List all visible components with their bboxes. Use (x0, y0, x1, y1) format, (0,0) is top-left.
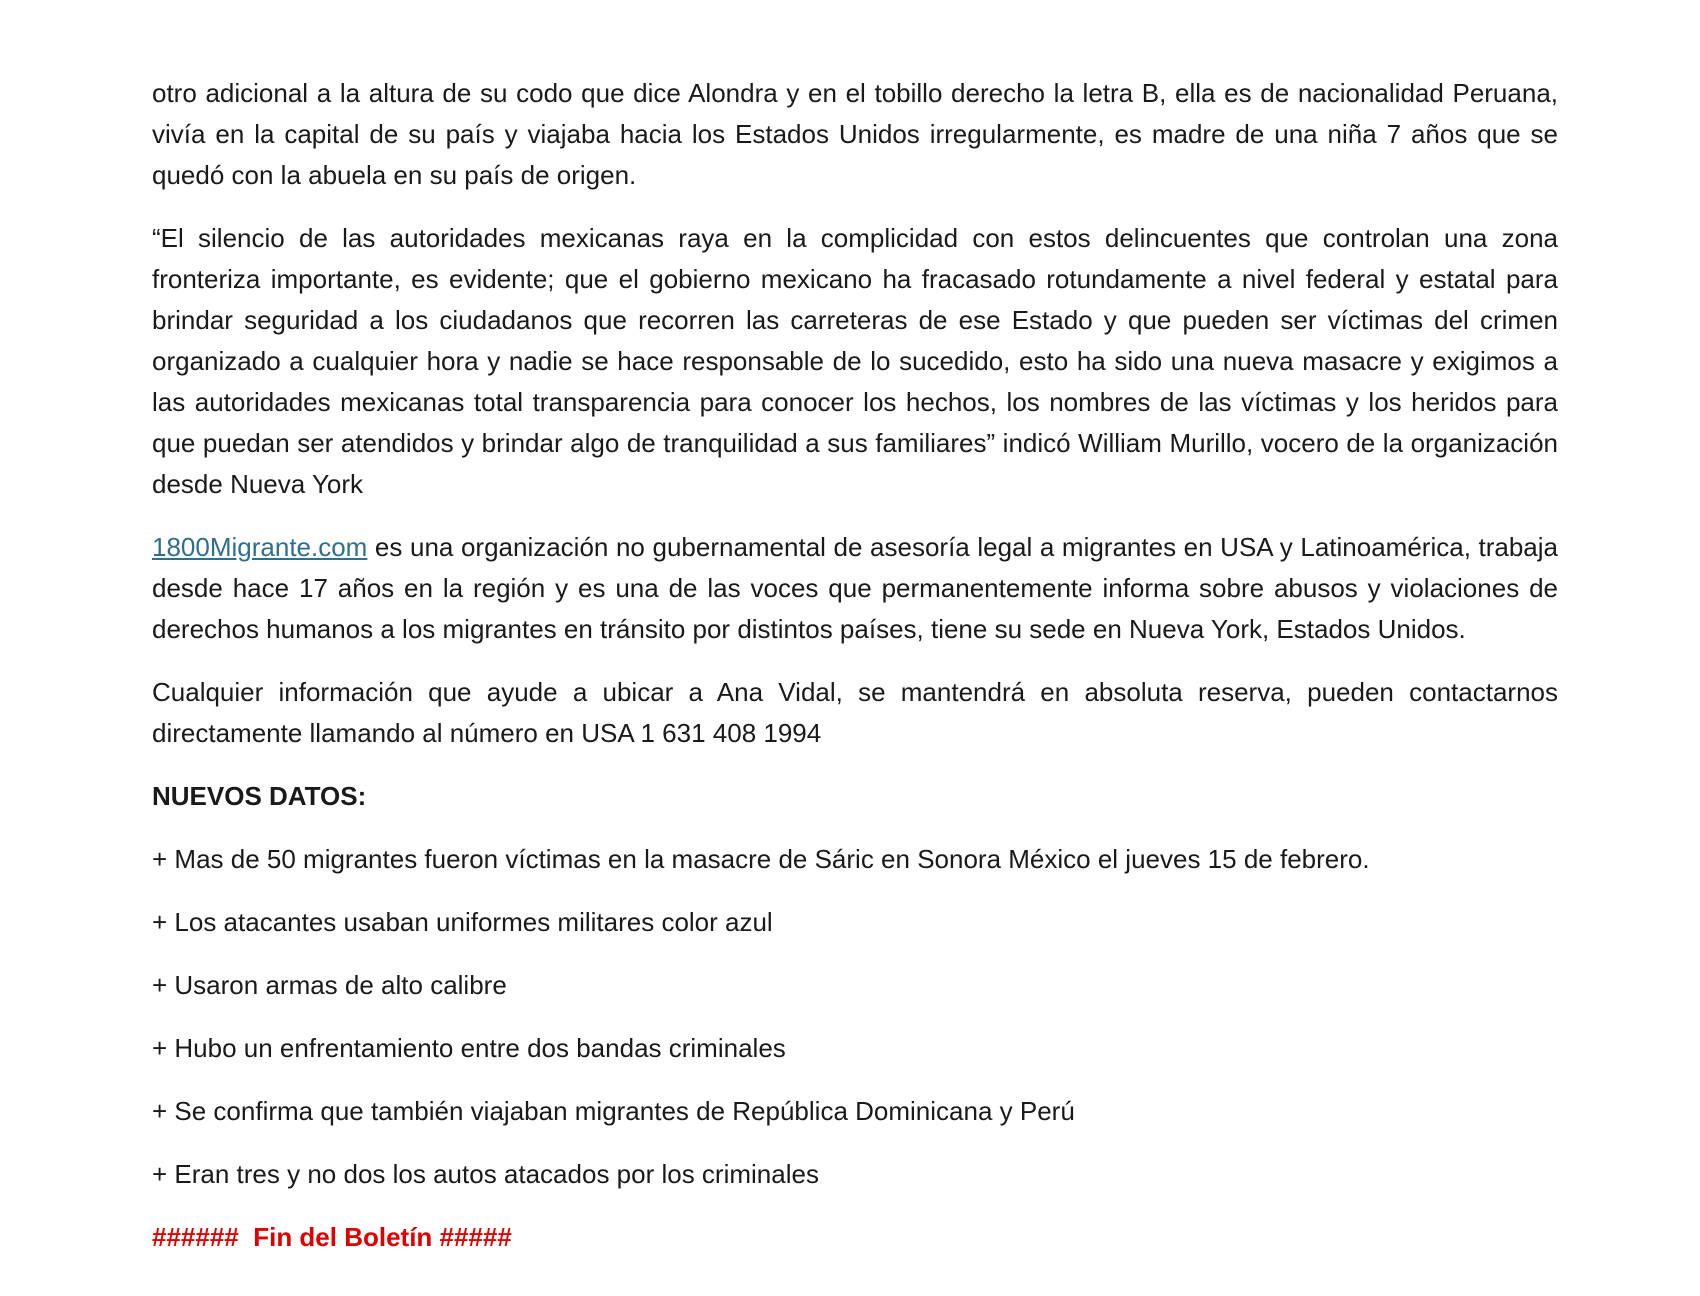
list-item: + Eran tres y no dos los autos atacados por los criminales (152, 1159, 819, 1189)
list-item: + Mas de 50 migrantes fueron víctimas en la masacre de Sáric en Sonora México el jueves 15 de febrero. (152, 844, 1370, 874)
list-item: + Se confirma que también viajaban migrantes de República Dominicana y Perú (152, 1096, 1075, 1126)
list-item: + Los atacantes usaban uniformes militares color azul (152, 907, 773, 937)
organization-description: es una organización no gubernamental de asesoría legal a migrantes en USA y Latinoamérica, trabaja desde hace 17 años en la región y es una de las voces que permanentemente informa sobre abusos y violaciones de derechos humanos a los migrantes en tránsito por distintos países, tiene su sede en Nueva York, Estados Unidos. (152, 532, 1558, 644)
list-item: + Usaron armas de alto calibre (152, 970, 507, 1000)
end-of-bulletin-note: ###### Fin del Boletín ##### (152, 1222, 512, 1252)
paragraph-contact: Cualquier información que ayude a ubicar a Ana Vidal, se mantendrá en absoluta reserva, pueden contactarnos directamente llamando al número en USA 1 631 408 1994 (152, 677, 1558, 748)
paragraph-organization (152, 527, 1558, 650)
organization-link[interactable]: 1800Migrante.com (152, 532, 368, 562)
list-item: + Hubo un enfrentamiento entre dos bandas criminales (152, 1033, 786, 1063)
document-body (152, 73, 1558, 1258)
paragraph-quote: “El silencio de las autoridades mexicanas raya en la complicidad con estos delincuentes que controlan una zona fronteriza importante, es evidente; que el gobierno mexicano ha fracasado rotundamente a nivel federal y estatal para brindar seguridad a los ciudadanos que recorren las carreteras de ese Estado y que pueden ser víctimas del crimen organizado a cualquier hora y nadie se hace responsable de lo sucedido, esto ha sido una nueva masacre y exigimos a las autoridades mexicanas total transparencia para conocer los hechos, los nombres de las víctimas y los heridos para que puedan ser atendidos y brindar algo de tranquilidad a sus familiares” indicó William Murillo, vocero de la organización desde Nueva York (152, 223, 1558, 499)
paragraph-description: otro adicional a la altura de su codo que dice Alondra y en el tobillo derecho la letra B, ella es de nacionalidad Peruana, vivía en la capital de su país y viajaba hacia los Estados Unidos irregularmente, es madre de una niña 7 años que se quedó con la abuela en su país de origen. (152, 78, 1558, 190)
new-data-heading: NUEVOS DATOS: (152, 781, 367, 811)
